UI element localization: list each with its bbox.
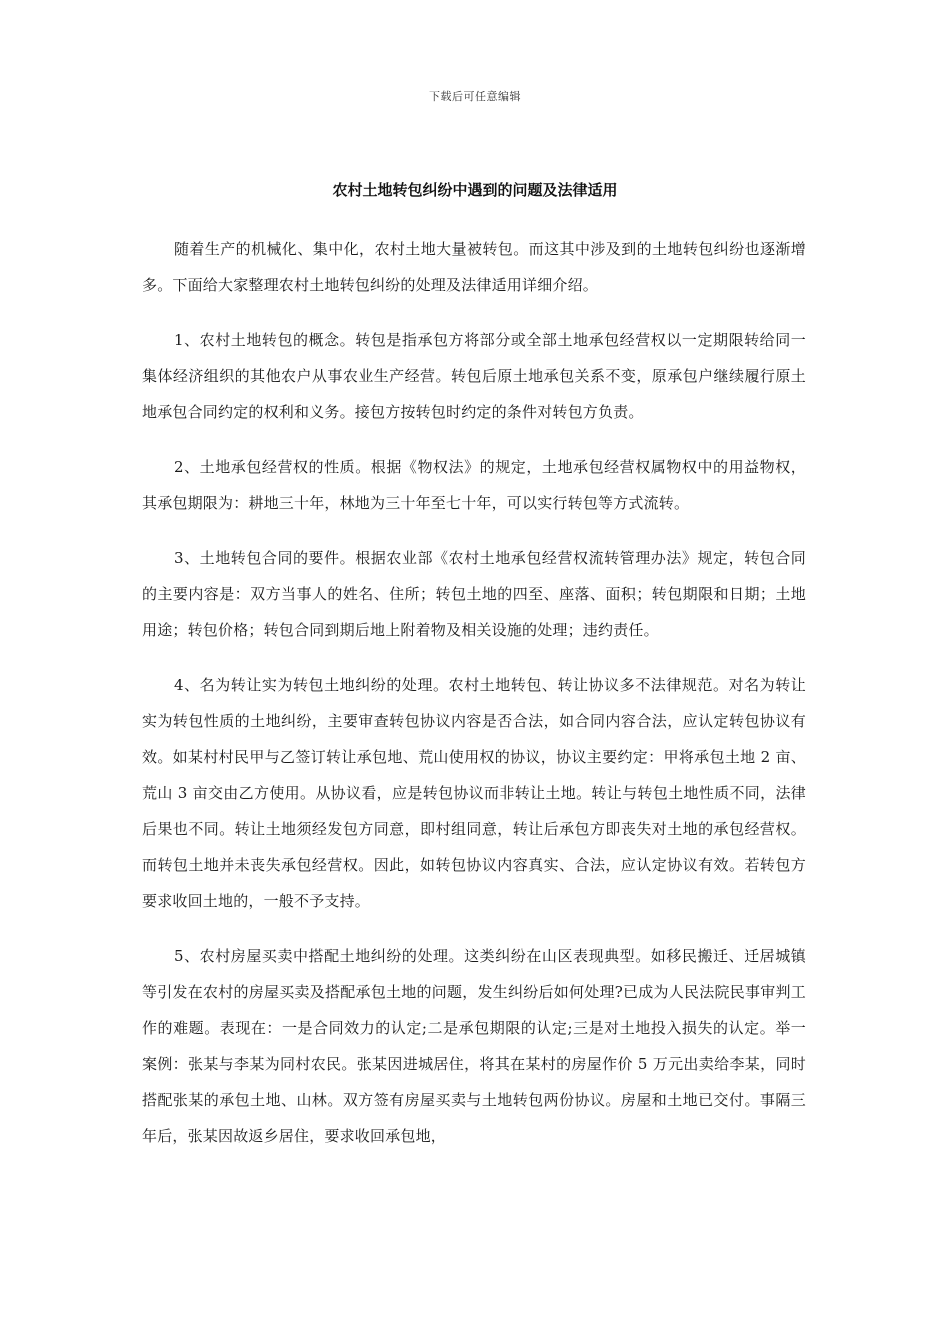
paragraph-4-transfer: 4、名为转让实为转包土地纠纷的处理。农村土地转包、转让协议多不法律规范。对名为转让实为转包性质的土地纠纷，主要审查转包协议内容是否合法，如合同内容合法，应认定转包协议有效。如某村村民甲与乙签订转让承包地、荒山使用权的协议，协议主要约定：甲将承包土地 2 亩、荒山 3 亩交由乙方使用。从协议看，应是转包协议而非转让土地。转让与转包土地性质不同，法律后果也不同。转让土地须经发包方同意，即村组同意，转让后承包方即丧失对土地的承包经营权。而转包土地并未丧失承包经营权。因此，如转包协议内容真实、合法，应认定协议有效。若转包方要求收回土地的，一般不予支持。	[142, 676, 806, 910]
document-body	[142, 231, 806, 1173]
paragraph-2-nature: 2、土地承包经营权的性质。根据《物权法》的规定，土地承包经营权属物权中的用益物权，其承包期限为：耕地三十年，林地为三十年至七十年，可以实行转包等方式流转。	[142, 458, 806, 512]
document-title: 农村土地转包纠纷中遇到的问题及法律适用	[332, 181, 618, 199]
paragraph-5-housing: 5、农村房屋买卖中搭配土地纠纷的处理。这类纠纷在山区表现典型。如移民搬迁、迁居城镇等引发在农村的房屋买卖及搭配承包土地的问题，发生纠纷后如何处理?已成为人民法院民事审判工作的难题。表现在：一是合同效力的认定;二是承包期限的认定;三是对土地投入损失的认定。举一案例：张某与李某为同村农民。张某因进城居住，将其在某村的房屋作价 5 万元出卖给李某，同时搭配张某的承包土地、山林。双方签有房屋买卖与土地转包两份协议。房屋和土地已交付。事隔三年后，张某因故返乡居住，要求收回承包地，	[142, 947, 806, 1145]
header-note: 下载后可任意编辑	[429, 90, 521, 103]
paragraph-1-concept: 1、农村土地转包的概念。转包是指承包方将部分或全部土地承包经营权以一定期限转给同一集体经济组织的其他农户从事农业生产经营。转包后原土地承包关系不变，原承包户继续履行原土地承包合同约定的权利和义务。接包方按转包时约定的条件对转包方负责。	[142, 331, 806, 421]
paragraph-intro: 随着生产的机械化、集中化，农村土地大量被转包。而这其中涉及到的土地转包纠纷也逐渐增多。下面给大家整理农村土地转包纠纷的处理及法律适用详细介绍。	[142, 240, 806, 294]
paragraph-3-contract: 3、土地转包合同的要件。根据农业部《农村土地承包经营权流转管理办法》规定，转包合同的主要内容是：双方当事人的姓名、住所；转包土地的四至、座落、面积；转包期限和日期；土地用途；转包价格；转包合同到期后地上附着物及相关设施的处理；违约责任。	[142, 549, 806, 639]
